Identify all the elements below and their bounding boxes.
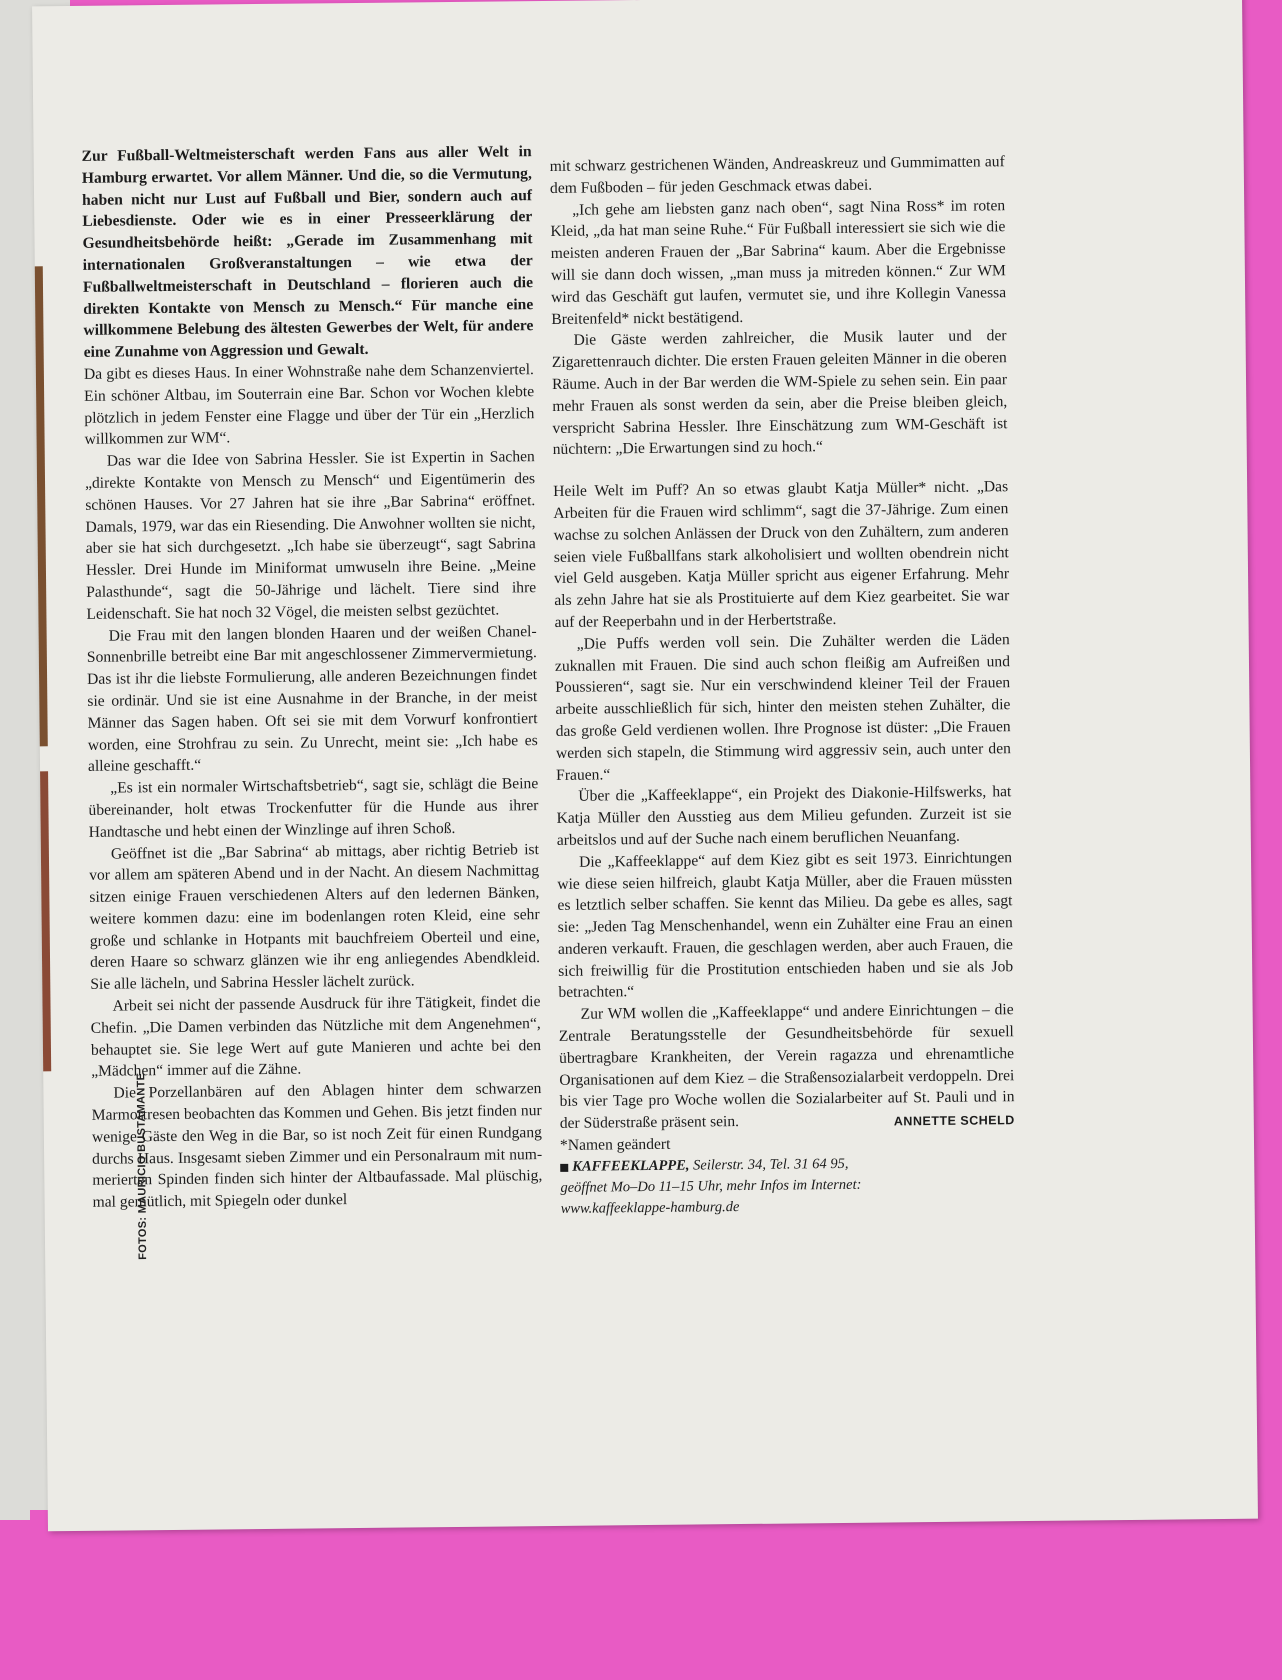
paragraph: Über die „Kaffeeklappe“, ein Projekt des Diakonie-Hilfswerks, hat Katja Müller den Ausstieg aus dem Milieu gefunden. Zurzeit ist sie arbeitslos und auf der Suche nach einem beruflichen Neuanfang. <box>556 783 1012 849</box>
article-lead: Zur Fußball-Weltmeisterschaft werden Fans aus aller Welt in Hamburg erwartet. Vor allem Männer. Und die, so die Vermutung, haben nicht nur Lust auf Fußball und Bier, sondern auch auf Liebesdienste. Oder wie es in einer Presseerklärung der Gesundheitsbehörde heißt: „Gerade im Zusammenhang mit internationalen Großveranstaltungen – wie etwa der Fußballweltmeisterschaft in Deutschland – florieren auch die direkten Kontakte von Mensch zu Mensch.“ Für manche eine willkommene Belebung des ältesten Gewerbes der Welt, für andere eine Zunahme von Aggression und Gewalt. <box>81 143 534 362</box>
info-url[interactable]: www.kaffeeklappe-hamburg.de <box>560 1198 740 1217</box>
paragraph <box>559 999 1015 1135</box>
footnote: *Namen geändert <box>559 1135 671 1154</box>
paragraph: Die Frau mit den langen blonden Haaren und der weißen Chanel-Sonnenbrille betreibt eine Bar mit angeschlossener Zimmervermietung. Das ist ihr die liebste Formulierung, alle anderen Bezeichnungen findet sie ordinär. Und sie ist eine Ausnahme in der Branche, in der meist Männer das Sagen haben. Oft sei sie mit dem Vorwurf konfrontiert worden, eine Strohfrau zu sein. Zu Unrecht, meint sie: „Ich habe es alleine geschafft.“ <box>86 622 538 776</box>
magazine-page <box>32 0 1258 1531</box>
paragraph: Das war die Idee von Sabrina Hessler. Sie ist Expertin in Sachen „direkte Kontakte von Mensch zu Mensch“ und Eigentümerin des schönen Hauses. Vor 27 Jahren hat sie ihre „Bar Sabrina“ eröffnet. Damals, 1979, war das ein Riesending. Die Anwohner wollten sie nicht, aber sie hat sich durchgesetzt. „Ich habe sie überzeugt“, sagt Sabrina Hessler. Drei Hunde im Miniformat umwuseln ihre Beine. „Meine Palasthunde“, sagt die 50-Jährige und lächelt. Tiere sind ihre Leidenschaft. Sie hat noch 32 Vögel, die meisten selbst gezüchtet. <box>84 448 537 623</box>
paragraph: Die „Kaffeeklappe“ auf dem Kiez gibt es seit 1973. Einrichtungen wie diese seien hilfreich, glaubt Katja Müller, aber die Frauen müssten es letztlich selber schaffen. Sie kennt das Milieu. Da gebe es alles, sagt sie: „Jeden Tag Menschenhandel, wenn ein Zuhälter eine Frau an einen anderen verkauft. Frauen, die geschlagen werden, aber auch Frauen, die sich freiwillig für die Prostitution entschieden haben und sie als Job betrachten.“ <box>557 848 1014 1002</box>
paragraph: „Die Puffs werden voll sein. Die Zuhälter werden die Läden zuknallen mit Frauen. Die sind auch schon fleißig am Aufreißen und Poussieren“, sagt sie. Nur ein verschwindend kleiner Teil der Frauen arbeite ausschließlich für sich, hinter den meisten stehen Zuhälter, die das große Geld verdienen wollen. Ihre Prognose ist düster: „Die Frauen werden sich stapeln, die Stimmung wird aggressiv sein, auch unter den Frauen.“ <box>554 630 1011 784</box>
paragraph: mit schwarz gestrichenen Wänden, Andreaskreuz und Gummimatten auf dem Fußboden – für jeden Geschmack etwas dabei. <box>549 153 1005 197</box>
paragraph: „Ich gehe am liebsten ganz nach oben“, sagt Nina Ross* im roten Kleid, „da hat man seine Ruhe.“ Für Fußball interessiert sie sich wie die meisten anderen Frauen der „Bar Sabrina“ kaum. Aber die Ergebnisse will sie dann doch wissen, „man muss ja mitreden können.“ Zur WM wird das Geschäft gut laufen, vermutet sie, und ihre Kollegin Vanessa Breitenfeld* nickt bestätigend. <box>550 196 1007 328</box>
photo-credit: FOTOS: MAURICIO BUSTAMANTE <box>135 1072 150 1260</box>
left-column <box>82 141 543 1214</box>
author-byline: ANNETTE SCHELD <box>893 1113 1015 1129</box>
paragraph: Heile Welt im Puff? An so etwas glaubt Katja Müller* nicht. „Das Arbeiten für die Frauen wird schlimm“, sagt die 37-Jährige. Zum einen wachse zu solchen Anlässen der Druck von den Zuhältern, zum anderen seien viele Fußballfans stark alkoholisiert und wollten obendrein nicht viel Geld ausgeben. Katja Müller spricht aus eigener Erfahrung. Mehr als zehn Jahre hat sie als Prostituierte auf dem Kiez gearbeitet. Sie war auf der Reeperbahn und in der Herbertstraße. <box>553 478 1010 631</box>
right-column <box>550 151 1016 1220</box>
paragraph: „Es ist ein normaler Wirtschaftsbetrieb“, sagt sie, schlägt die Beine übereinander, holt etwas Trockenfutter für die Hunde aus ihrer Handtasche und hebt einen der Winzlinge auf ihren Schoß. <box>88 775 539 841</box>
bullet-square-icon <box>560 1163 568 1171</box>
info-name: KAFFEEKLAPPE, <box>572 1157 690 1175</box>
info-details-line1: Seilerstr. 34, Tel. 31 64 95, <box>689 1155 849 1174</box>
background-surface <box>30 1510 1280 1680</box>
paragraph: Arbeit sei nicht der passende Ausdruck für ihre Tätigkeit, findet die Chefin. „Die Damen verbinden das Nützliche mit dem Angenehmen“, behauptet sie. Sie lege Wert auf gute Manieren und achte bei den „Mädchen“ immer auf die Zähne. <box>90 993 542 1081</box>
paragraph: Die Gäste werden zahlreicher, die Musik lauter und der Zigarettenrauch dichter. Die ersten Frauen geleiten Männer in die oberen Räume. Auch in der Bar werden die WM-Spiele zu sehen sein. Ein paar mehr Frauen als sonst werden da sein, aber die Preise bleiben gleich, verspricht Sabrina Hessler. Ihre Einschätzung zum WM-Geschäft ist nüchtern: „Die Erwartungen sind zu hoch.“ <box>551 327 1008 459</box>
paragraph: Geöffnet ist die „Bar Sabrina“ ab mittags, aber richtig Betrieb ist vor allem am späteren Abend und in der Nacht. An diesem Nachmittag sitzen einige Frauen verschiedenen Alters auf den ledernen Bänken, weitere kommen dazu: eine im bodenlangen roten Kleid, eine sehr große und schlanke in Hotpants mit bauchfreiem Oberteil und eine, deren Haare so schwarz glänzen wie ihr eng anliegendes Abendkleid. Sie alle lächeln, und Sabrina Hessler lächelt zurück. <box>89 840 541 994</box>
paragraph: Die Porzellanbären auf den Ablagen hinter dem schwarzen Marmortresen beobachten das Kommen und Gehen. Bis jetzt finden nur wenige Gäste den Weg in die Bar, so ist noch Zeit für einen Rundgang durchs Haus. Insgesamt sieben Zimmer und ein Personalraum mit nummerierten Spinden finden sich hinter der Altbaufassade. Mal plüschig, mal gemütlich, mit Spiegeln oder dunkel <box>91 1080 543 1212</box>
info-box <box>560 1152 1016 1220</box>
paragraph-text: Zur WM wollen die „Kaffeeklappe“ und andere Einrichtungen – die Zentrale Beratungsstelle der Gesundheitsbehörde für sexuell übertragbare Krankheiten, der Verein ragazza und ehrenamtliche Organisationen auf dem Kiez – die Straßensozialarbeit verdoppeln. Drei bis vier Tage pro Woche wollen die Sozialarbeiter auf St. Pauli und in der Süderstraße präsent sein. <box>558 1001 1015 1133</box>
paragraph: Da gibt es dieses Haus. In einer Wohnstraße nahe dem Schanzenviertel. Ein schöner Altbau, im Souterrain eine Bar. Schon vor Wochen klebte plötzlich in jedem Fenster eine Flagge und über der Tür ein „Herzlich willkommen zur WM“. <box>83 361 535 449</box>
info-details-line2: geöffnet Mo–Do 11–15 Uhr, mehr Infos im Internet: <box>560 1176 862 1196</box>
